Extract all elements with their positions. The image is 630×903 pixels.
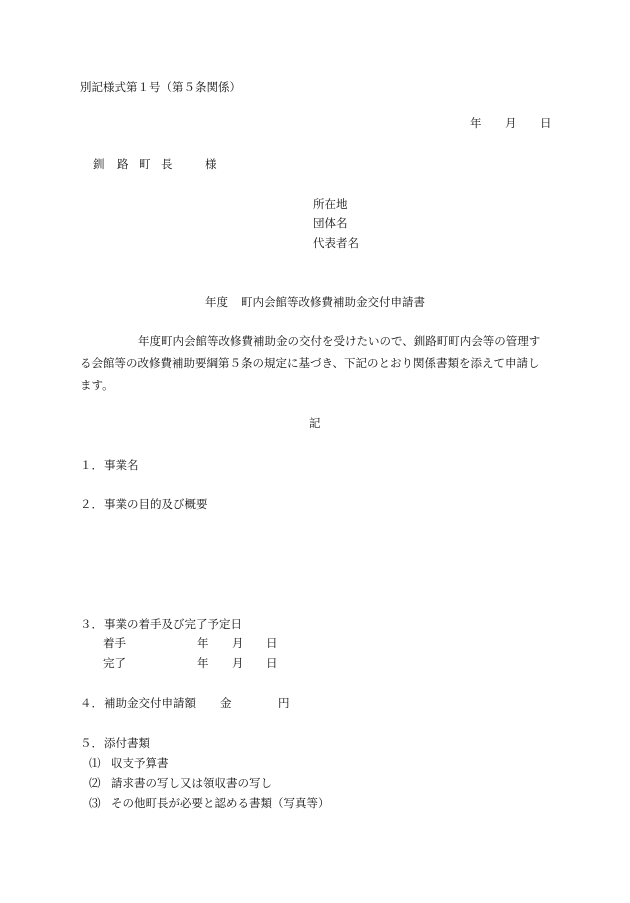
applicant-group-label: 団体名 — [313, 216, 348, 230]
attachment-text: 請求書の写し又は領収書の写し — [111, 776, 272, 790]
start-date-year: 年 — [197, 636, 209, 650]
addressee-char-4: 長 — [161, 157, 173, 171]
end-date-year: 年 — [197, 656, 209, 670]
end-date-day: 日 — [266, 656, 278, 670]
title-prefix: 年度 — [205, 295, 228, 309]
item-4-number: ４． — [80, 696, 103, 710]
item-2-label: 事業の目的及び概要 — [104, 497, 208, 511]
item-3-label: 事業の着手及び完了予定日 — [104, 617, 242, 631]
date-year: 年 — [470, 116, 482, 130]
item-3-number: ３． — [80, 617, 103, 631]
addressee-char-3: 町 — [139, 157, 151, 171]
form-label: 別記様式第１号（第５条関係） — [80, 80, 241, 94]
end-date-month: 月 — [232, 656, 244, 670]
item-5-label: 添付書類 — [104, 736, 150, 750]
amount-yen: 円 — [278, 696, 290, 710]
item-1-label: 事業名 — [104, 458, 139, 472]
document-title — [205, 295, 425, 309]
addressee-honorific: 様 — [205, 157, 217, 171]
start-date-day: 日 — [266, 636, 278, 650]
item-4-label: 補助金交付申請額 — [104, 696, 196, 710]
title-name: 町内会館等改修費補助金交付申請書 — [241, 295, 425, 309]
addressee — [93, 157, 217, 171]
attachment-text: その他町長が必要と認める書類（写真等） — [111, 796, 330, 810]
attachment-text: 収支予算書 — [111, 756, 169, 770]
attachment-number: ⑵ — [89, 776, 101, 790]
ki-heading: 記 — [309, 416, 321, 430]
item-1 — [80, 458, 139, 472]
applicant-address-label: 所在地 — [313, 197, 348, 211]
date-month: 月 — [505, 116, 517, 130]
body-line-3: ます。 — [80, 378, 114, 392]
attachment-item — [89, 756, 169, 770]
end-date-label: 完了 — [103, 656, 126, 670]
attachment-number: ⑴ — [89, 756, 101, 770]
start-date-month: 月 — [232, 636, 244, 650]
item-5 — [80, 736, 150, 750]
start-date-label: 着手 — [103, 636, 126, 650]
item-3 — [80, 617, 242, 631]
attachment-item — [89, 796, 330, 810]
addressee-char-2: 路 — [117, 157, 129, 171]
item-2-number: ２． — [80, 497, 103, 511]
attachment-item — [89, 776, 272, 790]
amount-kin: 金 — [220, 696, 232, 710]
applicant-representative-label: 代表者名 — [313, 236, 359, 250]
date-day: 日 — [540, 116, 552, 130]
addressee-char-1: 釧 — [93, 157, 105, 171]
item-4 — [80, 696, 196, 710]
item-1-number: １． — [80, 458, 103, 472]
item-2 — [80, 497, 208, 511]
attachment-number: ⑶ — [89, 796, 101, 810]
body-line-2: る会館等の改修費補助要綱第５条の規定に基づき、下記のとおり関係書類を添えて申請し — [80, 356, 540, 370]
body-line-1: 年度町内会館等改修費補助金の交付を受けたいので、釧路町町内会等の管理す — [138, 334, 541, 348]
item-5-number: ５． — [80, 736, 103, 750]
